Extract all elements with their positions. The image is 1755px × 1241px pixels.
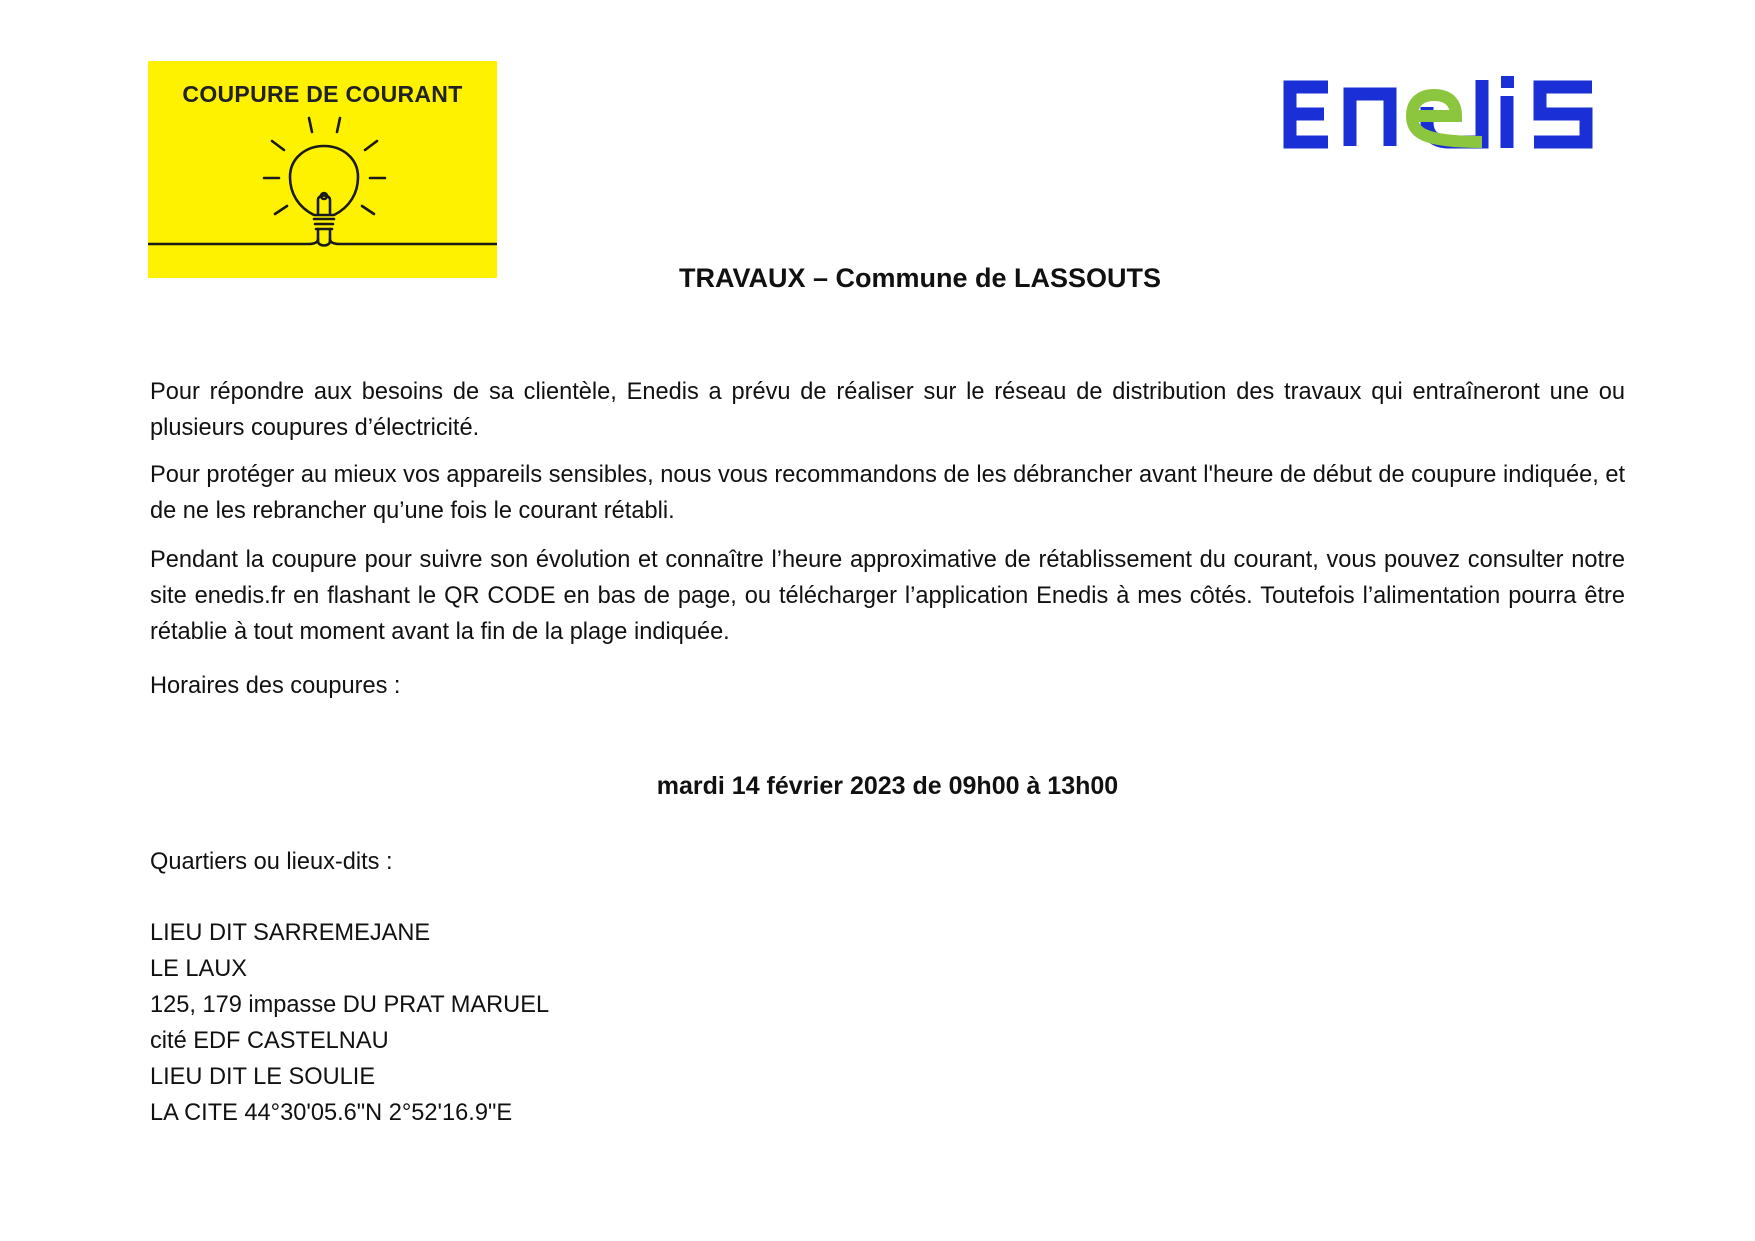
list-item: LA CITE 44°30'05.6"N 2°52'16.9"E [150,1100,513,1126]
outage-schedule: mardi 14 février 2023 de 09h00 à 13h00 [656,772,1119,800]
intro-paragraph: Pour répondre aux besoins de sa clientèle, Enedis a prévu de réaliser sur le réseau de distribution des travaux qui entraîneront une ou plusieurs coupures d’électricité. [150,379,1625,441]
power-outage-banner [148,61,497,278]
follow-outage-paragraph: Pendant la coupure pour suivre son évolution et connaître l’heure approximative de rétablissement du courant, vous pouvez consulter notre site enedis.fr en flashant le QR CODE en bas de page, ou télécharger l’application Enedis à mes côtés. Toutefois l’alimentation pourra être rétablie à tout moment avant la fin de la plage indiquée. [150,547,1625,645]
banner-title: COUPURE DE COURANT [182,81,463,107]
document-title: TRAVAUX – Commune de LASSOUTS [678,263,1162,293]
list-item: 125, 179 impasse DU PRAT MARUEL [150,992,550,1018]
quartiers-label: Quartiers ou lieux-dits : [150,849,393,875]
places-list [150,915,549,1131]
schedule-label: Horaires des coupures : [150,673,401,699]
list-item: LIEU DIT LE SOULIE [150,1064,376,1090]
enedis-logo [1270,62,1650,162]
list-item: LE LAUX [150,956,248,982]
protection-paragraph: Pour protéger au mieux vos appareils sensibles, nous vous recommandons de les débrancher avant l'heure de début de coupure indiquée, et de ne les rebrancher qu’une fois le courant rétabli. [150,462,1625,524]
list-item: cité EDF CASTELNAU [150,1028,389,1054]
list-item: LIEU DIT SARREMEJANE [150,920,431,946]
